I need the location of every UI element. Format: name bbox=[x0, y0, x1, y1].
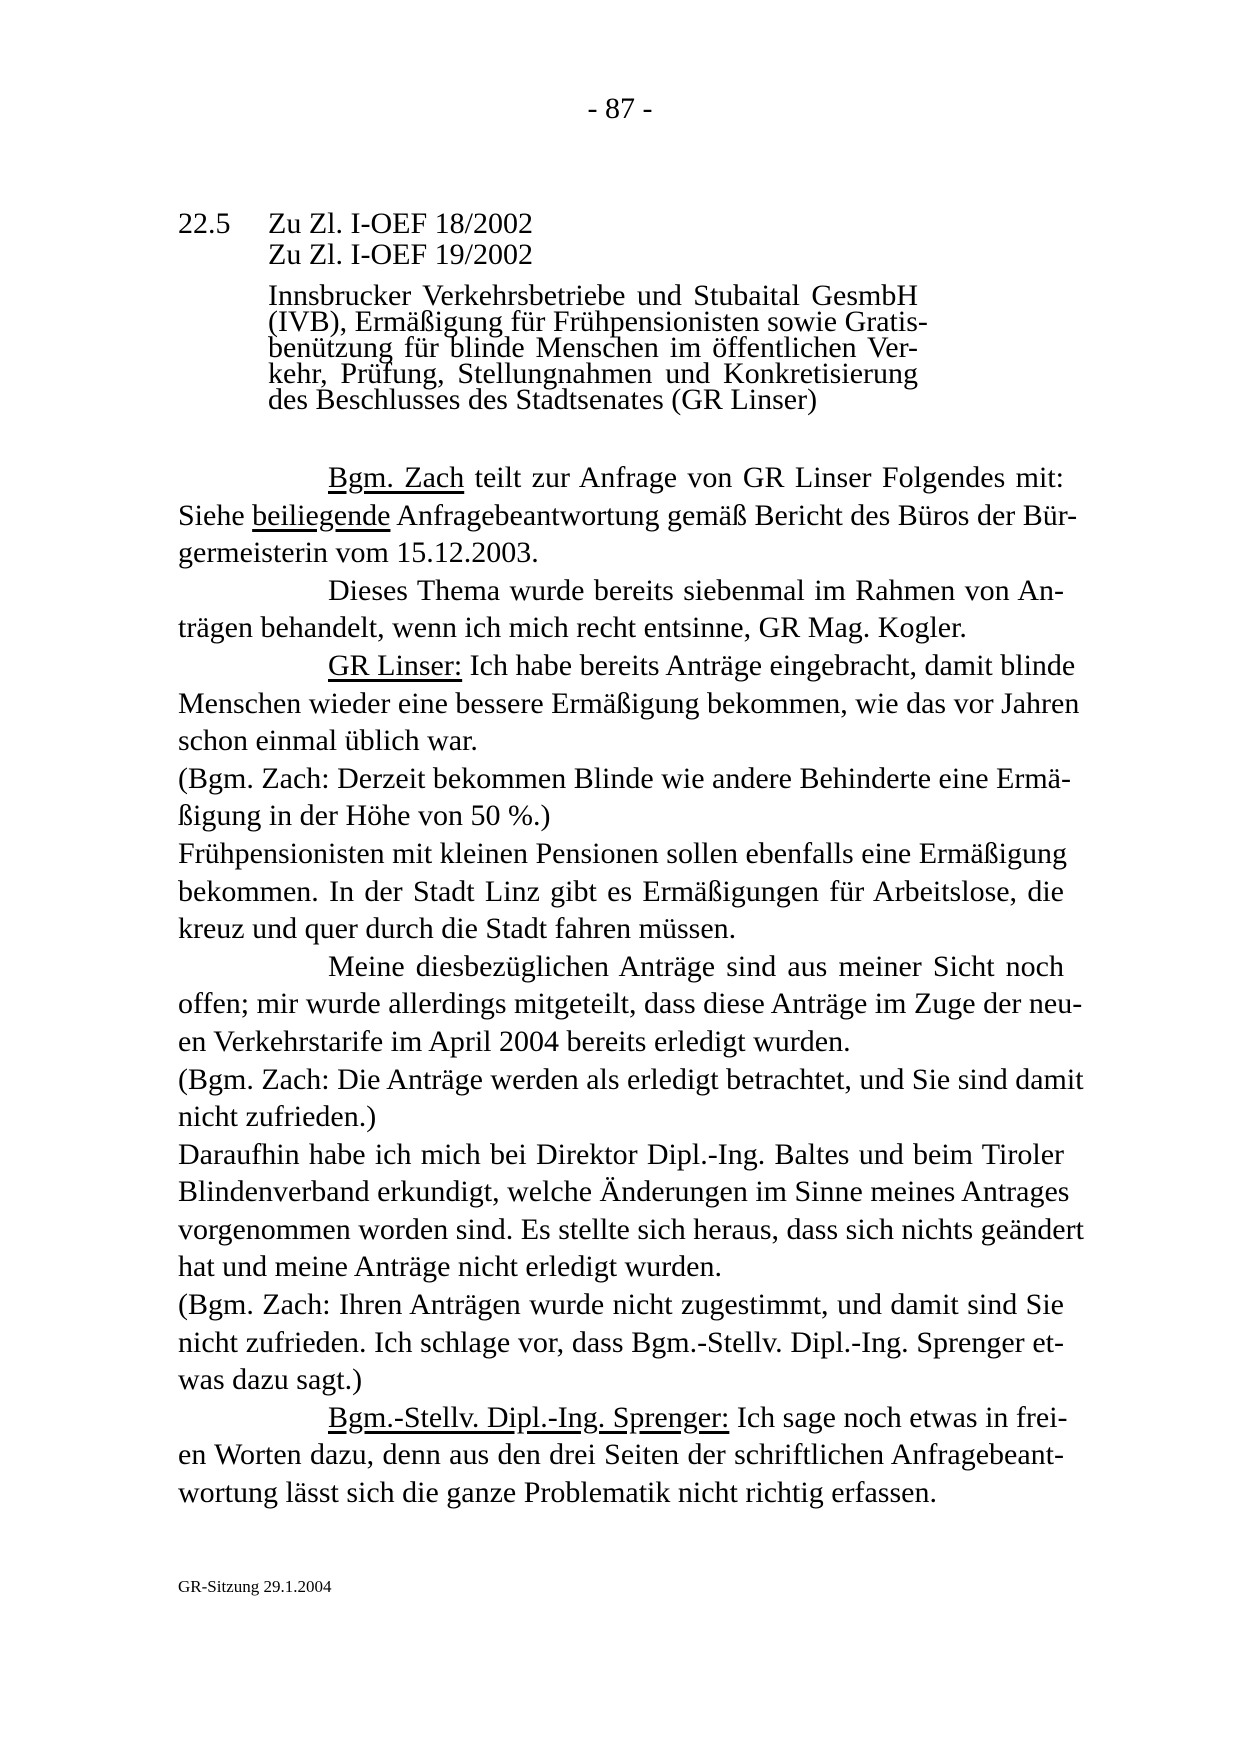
speaker-name: Bgm. Zach bbox=[328, 461, 465, 494]
paragraph bbox=[178, 948, 1083, 1061]
text-line: (Bgm. Zach: Ihren Anträgen wurde nicht zugestimmt, und damit sind Sie bbox=[178, 1288, 1064, 1322]
text-line: en Worten dazu, denn aus den drei Seiten der schriftlichen Anfragebeant- bbox=[178, 1438, 1064, 1472]
agenda-header bbox=[178, 208, 938, 270]
text-line: Bgm.-Stellv. Dipl.-Ing. Sprenger: Ich sage noch etwas in frei- bbox=[328, 1400, 1068, 1434]
paragraph bbox=[178, 760, 1071, 835]
subject-line: (IVB), Ermäßigung für Frühpensionisten sowie Gratis- bbox=[268, 305, 928, 338]
agenda-item-number: 22.5 bbox=[178, 207, 231, 240]
text-line: GR Linser: Ich habe bereits Anträge eingebracht, damit blinde bbox=[328, 648, 1076, 682]
text-line: wortung lässt sich die ganze Problematik nicht richtig erfassen. bbox=[178, 1476, 937, 1510]
paragraph bbox=[178, 1061, 1084, 1136]
paragraph bbox=[178, 459, 1078, 572]
text-line: en Verkehrstarife im April 2004 bereits erledigt wurden. bbox=[178, 1024, 851, 1058]
text-line: Blindenverband erkundigt, welche Änderungen im Sinne meines Antrages bbox=[178, 1175, 1070, 1209]
paragraph bbox=[178, 1399, 1068, 1512]
page-footer: GR-Sitzung 29.1.2004 bbox=[178, 1577, 332, 1596]
subject-line: kehr, Prüfung, Stellungnahmen und Konkretisierung bbox=[268, 357, 918, 390]
text-line: (Bgm. Zach: Die Anträge werden als erledigt betrachtet, und Sie sind damit bbox=[178, 1062, 1084, 1096]
text-line: kreuz und quer durch die Stadt fahren müssen. bbox=[178, 912, 737, 946]
text-line: (Bgm. Zach: Derzeit bekommen Blinde wie andere Behinderte eine Ermä- bbox=[178, 761, 1071, 795]
paragraph bbox=[178, 1136, 1084, 1286]
text-line: Siehe beiliegende Anfragebeantwortung gemäß Bericht des Büros der Bür- bbox=[178, 498, 1078, 532]
text-line: ßigung in der Höhe von 50 %.) bbox=[178, 799, 551, 833]
subject-line: benützung für blinde Menschen im öffentlichen Ver- bbox=[268, 331, 918, 364]
agenda-reference: Zu Zl. I-OEF 18/2002 bbox=[268, 207, 533, 240]
text-line: nicht zufrieden.) bbox=[178, 1100, 377, 1134]
text-line: Daraufhin habe ich mich bei Direktor Dipl.-Ing. Baltes und beim Tiroler bbox=[178, 1137, 1064, 1171]
agenda-reference: Zu Zl. I-OEF 19/2002 bbox=[268, 238, 533, 271]
text-line: Meine diesbezüglichen Anträge sind aus meiner Sicht noch bbox=[328, 949, 1064, 983]
text-line: germeisterin vom 15.12.2003. bbox=[178, 536, 539, 570]
text-line: Menschen wieder eine bessere Ermäßigung bekommen, wie das vor Jahren bbox=[178, 686, 1080, 720]
speaker-name: GR Linser: bbox=[328, 648, 463, 682]
text-line: Dieses Thema wurde bereits siebenmal im Rahmen von An- bbox=[328, 573, 1064, 607]
text-line: Bgm. Zach teilt zur Anfrage von GR Linser Folgendes mit: bbox=[328, 461, 1065, 494]
minutes-body bbox=[178, 459, 1084, 1512]
speaker-name: Bgm.-Stellv. Dipl.-Ing. Sprenger: bbox=[328, 1400, 730, 1434]
subject-line: des Beschlusses des Stadtsenates (GR Linser) bbox=[268, 383, 818, 416]
subject-line: Innsbrucker Verkehrsbetriebe und Stubaital GesmbH bbox=[268, 279, 918, 312]
text-line: offen; mir wurde allerdings mitgeteilt, dass diese Anträge im Zuge der neu- bbox=[178, 987, 1083, 1021]
text-line: trägen behandelt, wenn ich mich recht entsinne, GR Mag. Kogler. bbox=[178, 611, 967, 645]
paragraph bbox=[178, 835, 1067, 948]
paragraph bbox=[178, 647, 1080, 760]
text-line: Frühpensionisten mit kleinen Pensionen sollen ebenfalls eine Ermäßigung bbox=[178, 836, 1067, 870]
text-line: vorgenommen worden sind. Es stellte sich heraus, dass sich nichts geändert bbox=[178, 1212, 1084, 1246]
text-line: schon einmal üblich war. bbox=[178, 724, 478, 758]
text-line: bekommen. In der Stadt Linz gibt es Ermäßigungen für Arbeitslose, die bbox=[178, 874, 1064, 908]
agenda-references bbox=[268, 208, 533, 270]
page-number: - 87 - bbox=[587, 92, 653, 125]
agenda-subject bbox=[268, 279, 928, 416]
text-line: hat und meine Anträge nicht erledigt wurden. bbox=[178, 1250, 722, 1284]
paragraph bbox=[178, 572, 1064, 647]
paragraph bbox=[178, 1286, 1064, 1399]
underlined-word: beiliegende bbox=[252, 498, 391, 532]
text-line: nicht zufrieden. Ich schlage vor, dass Bgm.-Stellv. Dipl.-Ing. Sprenger et- bbox=[178, 1325, 1064, 1359]
text-line: was dazu sagt.) bbox=[178, 1363, 363, 1397]
